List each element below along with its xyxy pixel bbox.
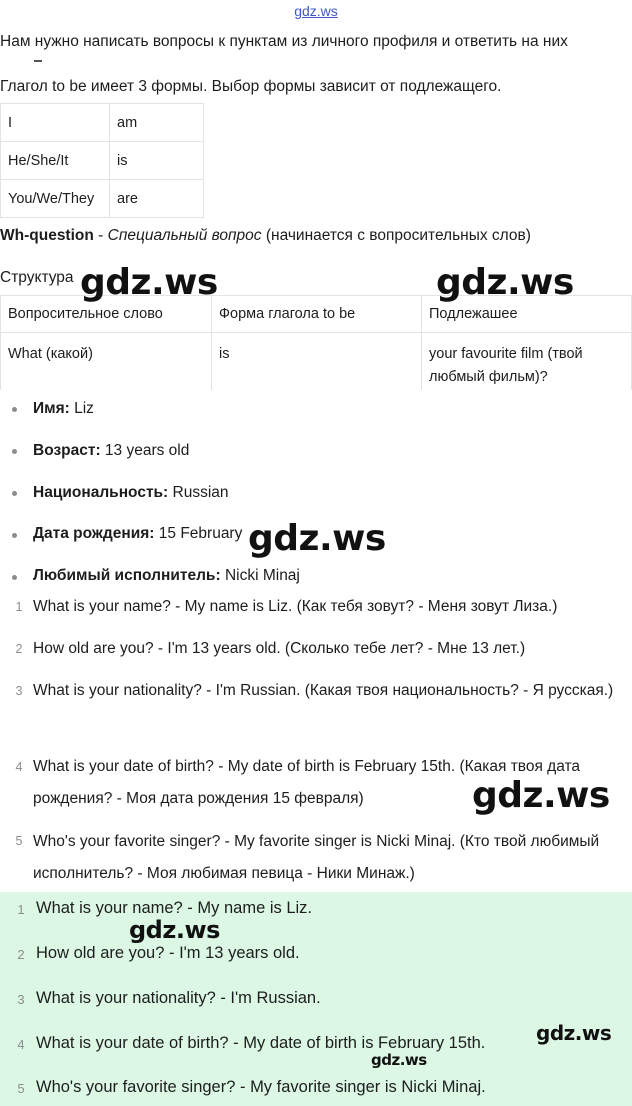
header-watermark-link[interactable]: gdz.ws (294, 3, 338, 19)
list-item: How old are you? - I'm 13 years old. (36, 944, 300, 962)
watermark: gdz.ws (248, 518, 386, 559)
table-header-cell: Вопросительное слово (1, 296, 212, 333)
list-item: Who's your favorite singer? - My favorite singer is Nicki Minaj. (36, 1078, 486, 1096)
table-row (1, 180, 204, 218)
list-number: 4 (15, 760, 23, 774)
structure-table (0, 295, 632, 390)
list-item: What is your name? - My name is Liz. (Как тебя зовут? - Меня зовут Лиза.) (33, 598, 558, 615)
watermark: gdz.ws (80, 262, 218, 303)
table-cell: are (110, 180, 204, 218)
table-cell: I (1, 104, 110, 142)
list-item (33, 484, 229, 502)
list-item: Who's your favorite singer? - My favorite singer is Nicki Minaj. (Кто твой любимый исполнитель? - Моя любимая певица - Ники Минаж.) (33, 833, 600, 882)
profile-value: Liz (69, 400, 94, 417)
list-item (33, 400, 94, 418)
watermark: gdz.ws (129, 916, 220, 944)
list-number: 3 (15, 684, 23, 698)
profile-label: Имя: (33, 400, 70, 417)
list-number: 1 (15, 600, 23, 614)
profile-label: Возраст: (33, 442, 101, 459)
wh-dash: - (93, 227, 108, 244)
list-item: What is your name? - My name is Liz. (36, 899, 313, 917)
table-cell: is (212, 333, 422, 391)
table-cell: am (110, 104, 204, 142)
table-header-cell: Подлежашее (422, 296, 632, 333)
list-item (33, 567, 300, 585)
verb-rule-text: Глагол to be имеет 3 формы. Выбор формы зависит от подлежащего. (0, 78, 502, 95)
list-item (33, 525, 242, 543)
list-item: What is your date of birth? - My date of birth is February 15th. (36, 1034, 486, 1052)
profile-label: Национальность: (33, 484, 169, 501)
list-item (33, 442, 189, 460)
profile-value: Russian (168, 484, 229, 501)
table-cell: What (какой) (1, 333, 212, 391)
list-item: How old are you? - I'm 13 years old. (Сколько тебе лет? - Мне 13 лет.) (33, 640, 526, 657)
table-cell: He/She/It (1, 142, 110, 180)
table-cell: You/We/They (1, 180, 110, 218)
list-number: 1 (17, 902, 25, 917)
wh-name: Специальный вопрос (107, 227, 262, 244)
list-number: 2 (17, 947, 25, 962)
profile-value: 15 February (154, 525, 243, 542)
wh-term: Wh-question (0, 227, 94, 244)
bullet-dot (12, 407, 17, 412)
list-number: 5 (17, 1081, 25, 1096)
profile-value: 13 years old (100, 442, 190, 459)
table-row (1, 142, 204, 180)
list-number: 3 (17, 992, 25, 1007)
table-row (1, 104, 204, 142)
list-item: What is your date of birth? - My date of birth is February 15th. (Какая твоя дата рождения? - Моя дата рождения 15 февраля) (33, 758, 581, 807)
wh-question-definition (0, 227, 531, 245)
wh-note: (начинается с вопросительных слов) (261, 227, 531, 244)
list-number: 4 (17, 1037, 25, 1052)
bullet-dot (12, 575, 17, 580)
table-cell: is (110, 142, 204, 180)
watermark: gdz.ws (472, 775, 610, 816)
table-row (1, 333, 632, 391)
watermark: gdz.ws (371, 1051, 427, 1069)
structure-label: Структура (0, 269, 74, 286)
bullet-dot (12, 533, 17, 538)
profile-label: Любимый исполнитель: (33, 567, 221, 584)
list-number: 5 (15, 834, 23, 848)
intro-text: Нам нужно написать вопросы к пунктам из личного профиля и ответить на них (0, 33, 568, 50)
table-header-cell: Форма глагола to be (212, 296, 422, 333)
bullet-dot (12, 449, 17, 454)
bullet-dot (12, 491, 17, 496)
watermark: gdz.ws (436, 262, 574, 303)
watermark: gdz.ws (536, 1021, 612, 1045)
list-item: What is your nationality? - I'm Russian. (Какая твоя национальность? - Я русская.) (33, 682, 614, 699)
profile-label: Дата рождения: (33, 525, 155, 542)
list-number: 2 (15, 642, 23, 656)
list-item: What is your nationality? - I'm Russian. (36, 989, 321, 1007)
verb-forms-table (0, 103, 204, 218)
cut-off-glyph (34, 60, 42, 62)
table-cell: your favourite film (твой любмый фильм)? (422, 333, 632, 391)
profile-value: Nicki Minaj (220, 567, 300, 584)
